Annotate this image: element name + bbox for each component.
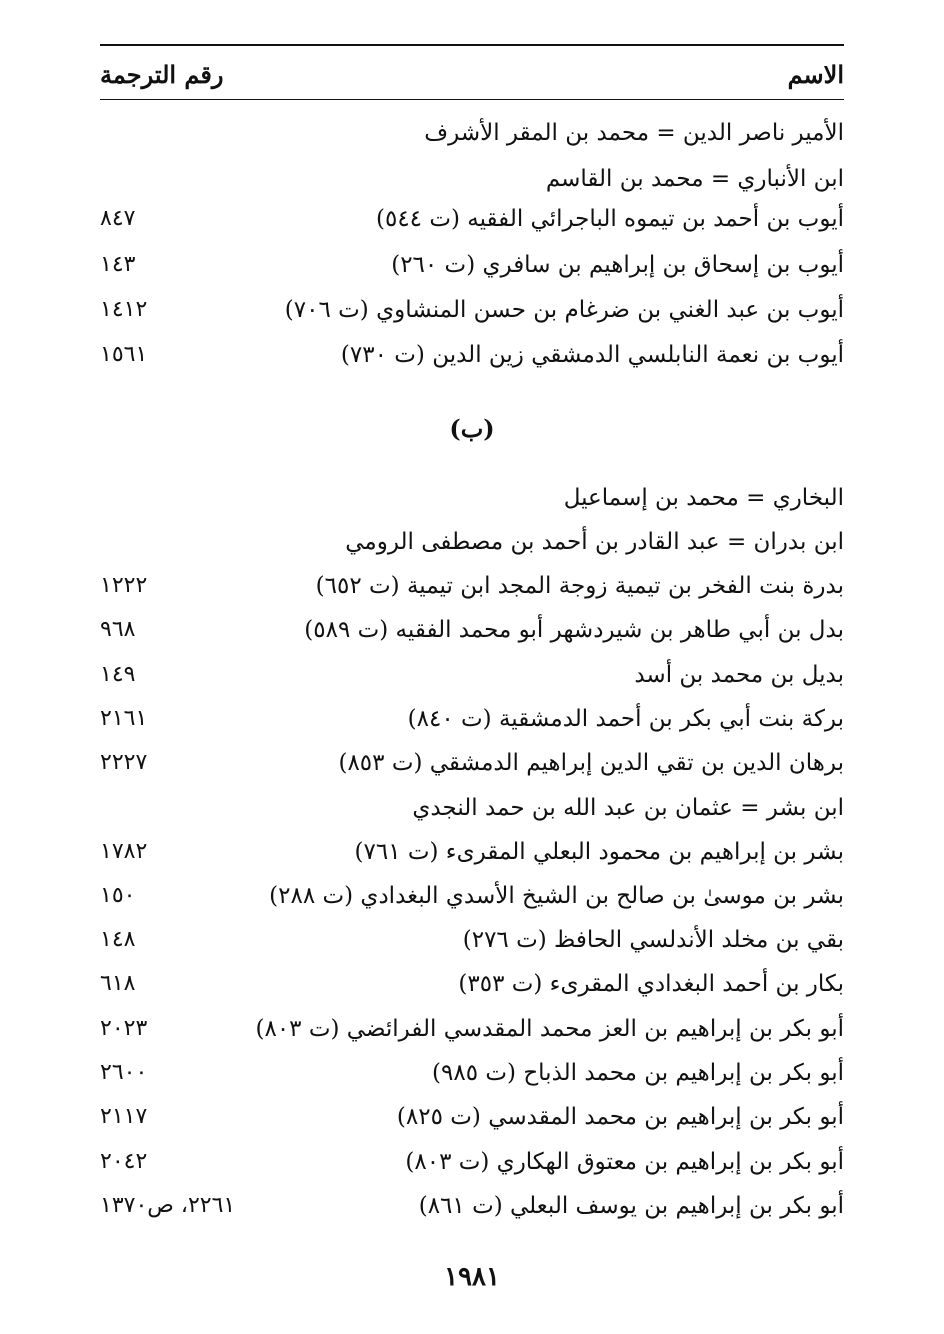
entry-name: أبو بكر بن إبراهيم بن محمد الذباح (ت ٩٨٥) [432,1060,844,1086]
header-rule [100,99,844,100]
entry-name: أبو بكر بن إبراهيم بن العز محمد المقدسي الفرائضي (ت ٨٠٣) [255,1016,844,1042]
entry-number: ٢٠٢٣ [100,1016,148,1041]
entry-number: ٢١٦١ [100,706,148,731]
entry-number: ٦١٨ [100,971,136,996]
list-item [100,706,844,742]
entry-name: البخاري = محمد بن إسماعيل [563,485,844,511]
entry-number: ٢٢٦١، ص١٣٧٠ [100,1193,236,1218]
name-column-header: الاسم [787,60,844,89]
list-item [100,342,844,378]
entry-number: ١٤٨ [100,927,136,952]
entry-number: ٢٦٠٠ [100,1060,148,1085]
entry-number: ١٥٠ [100,883,136,908]
entry-name: بقي بن مخلد الأندلسي الحافظ (ت ٢٧٦) [462,927,844,953]
list-item [100,120,844,156]
entry-name: أيوب بن نعمة النابلسي الدمشقي زين الدين (ت ٧٣٠) [340,342,844,368]
list-item [100,927,844,963]
entry-name: بشر بن إبراهيم بن محمود البعلي المقرىء (ت ٧٦١) [354,839,844,865]
entry-number: ٩٦٨ [100,617,136,642]
entry-name: بشر بن موسىٰ بن صالح بن الشيخ الأسدي البغدادي (ت ٢٨٨) [269,883,844,909]
list-item [100,883,844,919]
list-item [100,971,844,1007]
section-heading: (ب) [449,414,495,443]
entry-number: ١٢٢٢ [100,573,148,598]
entry-number: ١٧٨٢ [100,839,148,864]
entry-number: ٢٠٤٢ [100,1149,148,1174]
entry-name: أيوب بن إسحاق بن إبراهيم بن سافري (ت ٢٦٠) [391,252,844,278]
list-item [100,617,844,653]
entry-name: بكار بن أحمد البغدادي المقرىء (ت ٣٥٣) [458,971,844,997]
list-item [100,1193,844,1229]
list-item [100,662,844,698]
entry-name: بدرة بنت الفخر بن تيمية زوجة المجد ابن تيمية (ت ٦٥٢) [315,573,844,599]
entry-name: أبو بكر بن إبراهيم بن يوسف البعلي (ت ٨٦١) [418,1193,844,1219]
entry-name: ابن بشر = عثمان بن عبد الله بن حمد النجدي [412,795,844,821]
list-item [100,485,844,521]
list-item [100,839,844,875]
entry-name: ابن الأنباري = محمد بن القاسم [545,166,844,192]
list-item [100,206,844,242]
entry-name: ابن بدران = عبد القادر بن أحمد بن مصطفى الرومي [345,529,844,555]
list-item [100,1060,844,1096]
entry-name: الأمير ناصر الدين = محمد بن المقر الأشرف [424,120,844,146]
list-item [100,1149,844,1185]
entry-name: بدل بن أبي طاهر بن شيردشهر أبو محمد الفقيه (ت ٥٨٩) [304,617,844,643]
entry-name: أبو بكر بن إبراهيم بن محمد المقدسي (ت ٨٢٥) [396,1104,844,1130]
list-item [100,529,844,565]
entry-number: ١٤٩ [100,662,136,687]
list-item [100,252,844,288]
list-item [100,297,844,333]
entry-number: ٨٤٧ [100,206,136,231]
entry-number: ١٥٦١ [100,342,148,367]
list-item [100,750,844,786]
list-item [100,795,844,831]
entry-number: ٢١١٧ [100,1104,148,1129]
entry-name: أيوب بن عبد الغني بن ضرغام بن حسن المنشاوي (ت ٧٠٦) [284,297,844,323]
entry-number: ١٤١٢ [100,297,148,322]
top-rule [100,44,844,46]
entry-name: برهان الدين بن تقي الدين إبراهيم الدمشقي (ت ٨٥٣) [338,750,844,776]
entry-name: بركة بنت أبي بكر بن أحمد الدمشقية (ت ٨٤٠) [407,706,844,732]
list-item [100,1104,844,1140]
entry-name: بديل بن محمد بن أسد [634,662,844,688]
list-item [100,573,844,609]
entry-name: أبو بكر بن إبراهيم بن معتوق الهكاري (ت ٨٠٣) [405,1149,844,1175]
page-number: ١٩٨١ [444,1262,500,1292]
list-item [100,1016,844,1052]
entry-number: ٢٢٢٧ [100,750,148,775]
list-item [100,166,844,202]
number-column-header: رقم الترجمة [100,60,224,89]
entry-name: أيوب بن أحمد بن تيموه الباجرائي الفقيه (ت ٥٤٤) [375,206,844,232]
entry-number: ١٤٣ [100,252,136,277]
